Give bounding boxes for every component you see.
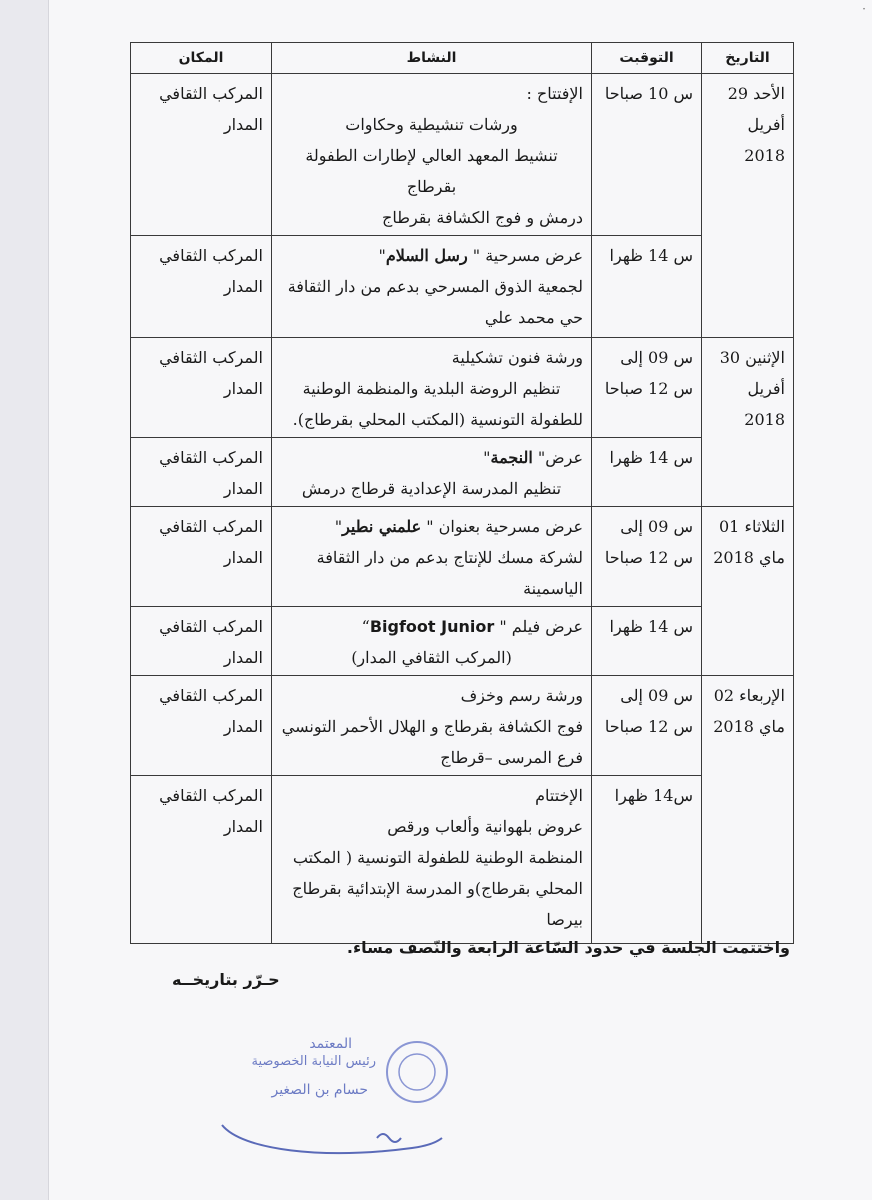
activity-suffix: "	[334, 517, 343, 536]
corner-mark: ·	[862, 2, 866, 16]
activity-suffix: “	[361, 617, 370, 636]
activity-prefix: عرض"	[532, 448, 583, 467]
time-cell: س14 ظهرا	[592, 776, 702, 944]
activity-line: المحلي بقرطاج)و المدرسة الإبتدائية بقرطاج	[292, 879, 583, 898]
table-row	[131, 338, 794, 438]
place-cell: المركب الثقافي المدار	[131, 507, 272, 607]
time-cell: س 09 إلى س 12 صباحا	[592, 676, 702, 776]
place-cell: المركب الثقافي المدار	[131, 338, 272, 438]
activity-line: الياسمينة	[523, 579, 583, 598]
activity-line: فوج الكشافة بقرطاج و الهلال الأحمر التونسي	[281, 717, 583, 736]
activity-cell	[272, 676, 592, 776]
activity-line: الإفتتاح :	[526, 84, 583, 103]
table-row	[131, 438, 794, 507]
show-title: النجمة	[490, 448, 533, 467]
activity-line: الإختتام	[535, 786, 583, 805]
table-row	[131, 607, 794, 676]
place-cell: المركب الثقافي المدار	[131, 607, 272, 676]
activity-prefix: عرض مسرحية "	[467, 246, 583, 265]
schedule-table	[130, 42, 794, 944]
activity-cell	[272, 338, 592, 438]
activity-suffix: "	[483, 448, 491, 467]
play-title: رسل السلام	[385, 246, 468, 265]
activity-cell	[272, 236, 592, 338]
time-cell: س 09 إلى س 12 صباحا	[592, 338, 702, 438]
closing-statement: واختتمت الجلسة في حدود السّاعة الرابعة والنّصف مساء.	[346, 938, 790, 957]
activity-line: ورشة رسم وخزف	[460, 686, 583, 705]
activity-line: لشركة مسك للإنتاج بدعم من دار الثقافة	[316, 548, 583, 567]
time-cell: س 10 صباحا	[592, 74, 702, 236]
activity-line: عروض بلهوانية وألعاب ورقص	[387, 817, 583, 836]
time-cell: س 09 إلى س 12 صباحا	[592, 507, 702, 607]
activity-line: ورشات تنشيطية وحكاوات	[345, 115, 518, 134]
activity-cell	[272, 438, 592, 507]
time-cell: س 14 ظهرا	[592, 236, 702, 338]
date-cell: الإثنين 30 أفريل 2018	[702, 338, 794, 507]
place-cell: المركب الثقافي المدار	[131, 776, 272, 944]
activity-line: لجمعية الذوق المسرحي بدعم من دار الثقافة	[287, 277, 583, 296]
header-place: المكان	[131, 43, 272, 74]
activity-cell	[272, 74, 592, 236]
activity-line: ورشة فنون تشكيلية	[451, 348, 583, 367]
header-time: التوقبت	[592, 43, 702, 74]
activity-cell	[272, 607, 592, 676]
official-stamp	[212, 1030, 452, 1160]
table-row	[131, 236, 794, 338]
activity-cell	[272, 507, 592, 607]
activity-line: المنظمة الوطنية للطفولة التونسية ( المكتب	[292, 848, 583, 867]
place-cell: المركب الثقافي المدار	[131, 676, 272, 776]
activity-prefix: عرض فيلم "	[494, 617, 583, 636]
place-cell: المركب الثقافي المدار	[131, 236, 272, 338]
activity-line: بيرصا	[546, 910, 583, 929]
header-row	[131, 43, 794, 74]
activity-suffix: "	[378, 246, 386, 265]
time-cell: س 14 ظهرا	[592, 438, 702, 507]
header-activity: النشاط	[272, 43, 592, 74]
activity-cell	[272, 776, 592, 944]
activity-line: للطفولة التونسية (المكتب المحلي بقرطاج).	[292, 410, 583, 429]
stamp-role: رئيس النيابة الخصوصية	[251, 1054, 376, 1069]
activity-line: تنشيط المعهد العالي لإطارات الطفولة بقرطاج	[305, 146, 558, 196]
table-row	[131, 507, 794, 607]
play-title: علمني نطير	[342, 517, 422, 536]
activity-line	[280, 611, 583, 642]
dated-signature-line: حـرّر بتاريخــه	[172, 970, 280, 989]
activity-line: فرع المرسى –قرطاج	[440, 748, 583, 767]
activity-line	[280, 442, 583, 473]
film-title: Bigfoot Junior	[369, 617, 495, 636]
date-cell: الثلاثاء 01 ماي 2018	[702, 507, 794, 676]
activity-line	[280, 240, 583, 271]
date-cell: الأحد 29 أفريل 2018	[702, 74, 794, 338]
stamp-title: المعتمد	[309, 1036, 352, 1052]
table-row	[131, 74, 794, 236]
activity-prefix: عرض مسرحية بعنوان "	[421, 517, 583, 536]
activity-line: تنظيم الروضة البلدية والمنظمة الوطنية	[302, 379, 561, 398]
table-row	[131, 676, 794, 776]
stamp-name: حسام بن الصغير	[271, 1082, 368, 1098]
place-cell: المركب الثقافي المدار	[131, 438, 272, 507]
activity-line: درمش و فوج الكشافة بقرطاج	[382, 208, 583, 227]
activity-line: تنظيم المدرسة الإعدادية قرطاج درمش	[301, 479, 562, 498]
place-cell: المركب الثقافي المدار	[131, 74, 272, 236]
activity-line	[280, 511, 583, 542]
time-cell: س 14 ظهرا	[592, 607, 702, 676]
table-row	[131, 776, 794, 944]
activity-line: حي محمد علي	[484, 308, 583, 327]
activity-line: (المركب الثقافي المدار)	[351, 648, 512, 667]
scan-left-margin	[0, 0, 48, 1200]
date-cell: الإربعاء 02 ماي 2018	[702, 676, 794, 944]
header-date: التاريخ	[702, 43, 794, 74]
